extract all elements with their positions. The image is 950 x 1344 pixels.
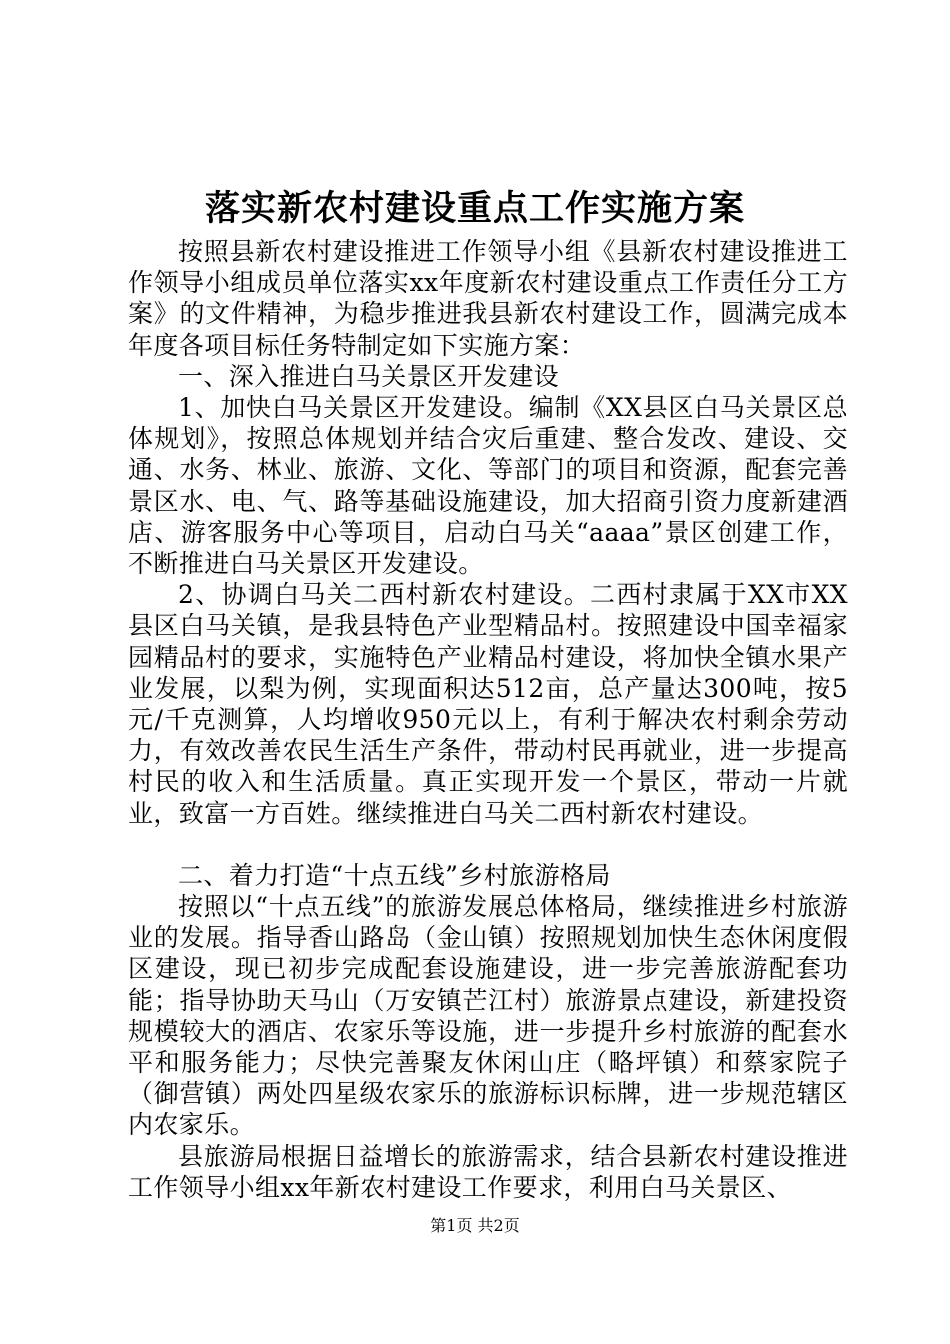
section-heading-2: 二、着力打造“十点五线”乡村旅游格局 xyxy=(178,860,611,890)
paragraph-intro: 按照县新农村建设推进工作领导小组《县新农村建设推进工作领导小组成员单位落实xx年度新农村建设重点工作责任分工方案》的文件精神，为稳步推进我县新农村建设工作，圆满完成本年度各项目标任务特制定如下实施方案： xyxy=(128,237,848,360)
paragraph-tourism-layout: 按照以“十点五线”的旅游发展总体格局，继续推进乡村旅游业的发展。指导香山路岛（金山镇）按照规划加快生态休闲度假区建设，现已初步完成配套设施建设，进一步完善旅游配套功能；指导协助天马山（万安镇芒江村）旅游景点建设，新建投资规模较大的酒店、农家乐等设施，进一步提升乡村旅游的配套水平和服务能力；尽快完善聚友休闲山庄（略坪镇）和蔡家院子（御营镇）两处四星级农家乐的旅游标识标牌，进一步规范辖区内农家乐。 xyxy=(128,892,848,1140)
paragraph-tourism-bureau: 县旅游局根据日益增长的旅游需求，结合县新农村建设推进工作领导小组xx年新农村建设工作要求，利用白马关景区、 xyxy=(128,1141,848,1202)
section-heading-1: 一、深入推进白马关景区开发建设 xyxy=(178,361,560,391)
paragraph-item-2: 2、协调白马关二西村新农村建设。二西村隶属于XX市XX县区白马关镇，是我县特色产业型精品村。按照建设中国幸福家园精品村的要求，实施特色产业精品村建设，将加快全镇水果产业发展，以梨为例，实现面积达512亩，总产量达300吨，按5元/千克测算，人均增收950元以上，有利于解决农村剩余劳动力，有效改善农民生活生产条件，带动村民再就业，进一步提高村民的收入和生活质量。真正实现开发一个景区，带动一片就业，致富一方百姓。继续推进白马关二西村新农村建设。 xyxy=(128,580,848,828)
document-title: 落实新农村建设重点工作实施方案 xyxy=(204,188,745,229)
page-footer: 第1页 共2页 xyxy=(430,1216,520,1235)
paragraph-item-1: 1、加快白马关景区开发建设。编制《XX县区白马关景区总体规划》，按照总体规划并结合灾后重建、整合发改、建设、交通、水务、林业、旅游、文化、等部门的项目和资源，配套完善景区水、电、气、路等基础设施建设，加大招商引资力度新建酒店、游客服务中心等项目，启动白马关“aaaa”景区创建工作，不断推进白马关景区开发建设。 xyxy=(128,393,848,579)
document-body xyxy=(128,236,848,1203)
